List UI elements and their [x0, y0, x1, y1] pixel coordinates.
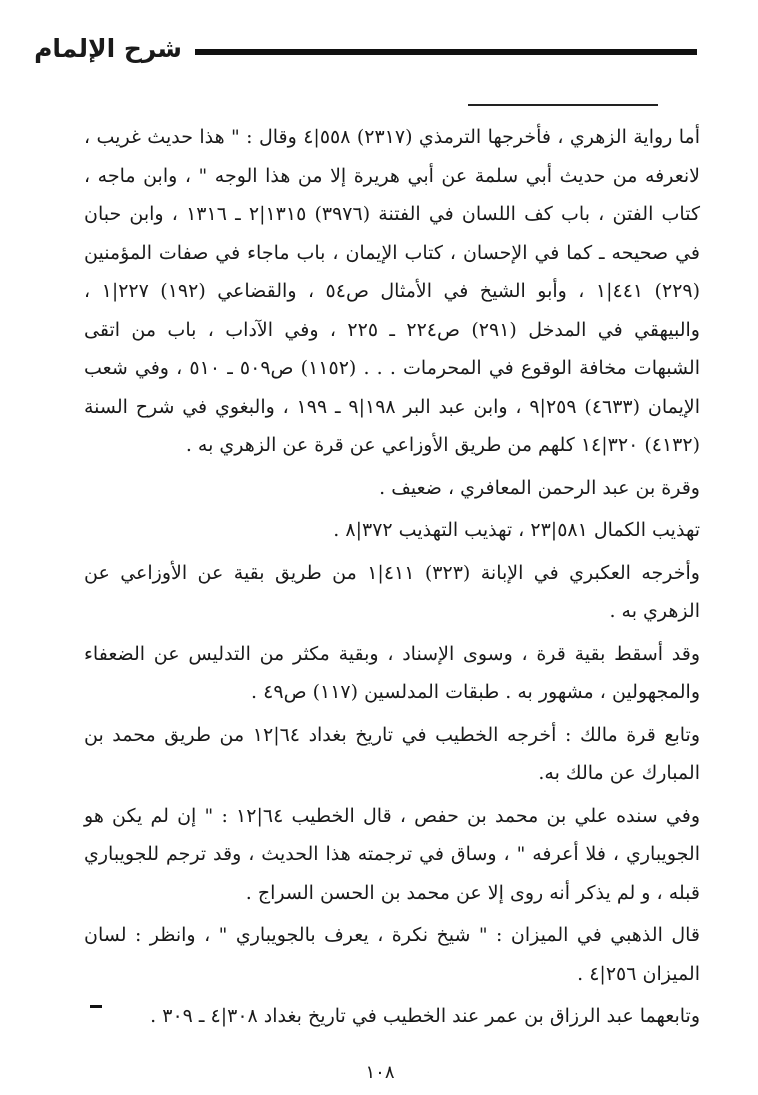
footnote-separator: [468, 104, 658, 106]
header-rule: [195, 49, 697, 55]
footnote-paragraph: وأخرجه العكبري في الإبانة (٣٢٣) ٤١١|١ من طريق بقية عن الأوزاعي عن الزهري به .: [84, 561, 700, 622]
footnote-paragraph: وقرة بن عبد الرحمن المعافري ، ضعيف .: [379, 476, 700, 499]
header-title: شرح الإلمام: [34, 34, 182, 63]
footnote-paragraph: قال الذهبي في الميزان : " شيخ نكرة ، يعرف بالجويباري " ، وانظر : لسان الميزان ٢٥٦|٤ .: [84, 924, 700, 985]
footnote-paragraph: تهذيب الكمال ٥٨١|٢٣ ، تهذيب التهذيب ٣٧٢|٨ .: [333, 519, 700, 541]
footnote-paragraph: أما رواية الزهري ، فأخرجها الترمذي (٢٣١٧) ٥٥٨|٤ وقال : " هذا حديث غريب ، لانعرفه من حديث أبي سلمة عن أبي هريرة إلا من هذا الوجه " ، وابن ماجه ، كتاب الفتن ، باب كف اللسان في الفتنة (٣٩٧٦) ١٣١٥|٢ ـ ١٣١٦ ، وابن حبان في صحيحه ـ كما في الإحسان ، كتاب الإيمان ، باب ماجاء في صفات المؤمنين (٢٢٩) ٤٤١|١ ، وأبو الشيخ في الأمثال ص٥٤ ، والقضاعي (١٩٢) ٢٢٧|١ ، والبيهقي في المدخل (٢٩١) ص٢٢٤ ـ ٢٢٥ ، وفي الآداب ، باب من اتقى الشبهات مخافة الوقوع في المحرمات . . . (١١٥٢) ص٥٠٩ ـ ٥١٠ ، وفي شعب الإيمان (٤٦٣٣) ٢٥٩|٩ ، وابن عبد البر ١٩٨|٩ ـ ١٩٩ ، والبغوي في شرح السنة (٤١٣٢) ٣٢٠|١٤ كلهم من طريق الأوزاعي عن قرة عن الزهري به .: [84, 126, 701, 456]
footnote-paragraph: وفي سنده علي بن محمد بن حفص ، قال الخطيب ٦٤|١٢ : " إن لم يكن هو الجويباري ، فلا أعرفه " ، وساق في ترجمته هذا الحديث ، وقد ترجم للجويباري قبله ، و لم يذكر أنه روى إلا عن محمد بن الحسن السراج .: [84, 804, 701, 904]
end-dash: [90, 1005, 102, 1008]
footnote-body: [84, 118, 700, 1036]
page-number: ١٠٨: [365, 1062, 395, 1083]
footnote-paragraph: وقد أسقط بقية قرة ، وسوى الإسناد ، وبقية مكثر من التدليس عن الضعفاء والمجهولين ، مشهور به . طبقات المدلسين (١١٧) ص٤٩ .: [84, 642, 700, 703]
footnote-paragraph: وتابعهما عبد الرزاق بن عمر عند الخطيب في تاريخ بغداد ٣٠٨|٤ ـ ٣٠٩ .: [150, 1005, 700, 1027]
footnote-paragraph: وتابع قرة مالك : أخرجه الخطيب في تاريخ بغداد ٦٤|١٢ من طريق محمد بن المبارك عن مالك به.: [84, 723, 700, 784]
